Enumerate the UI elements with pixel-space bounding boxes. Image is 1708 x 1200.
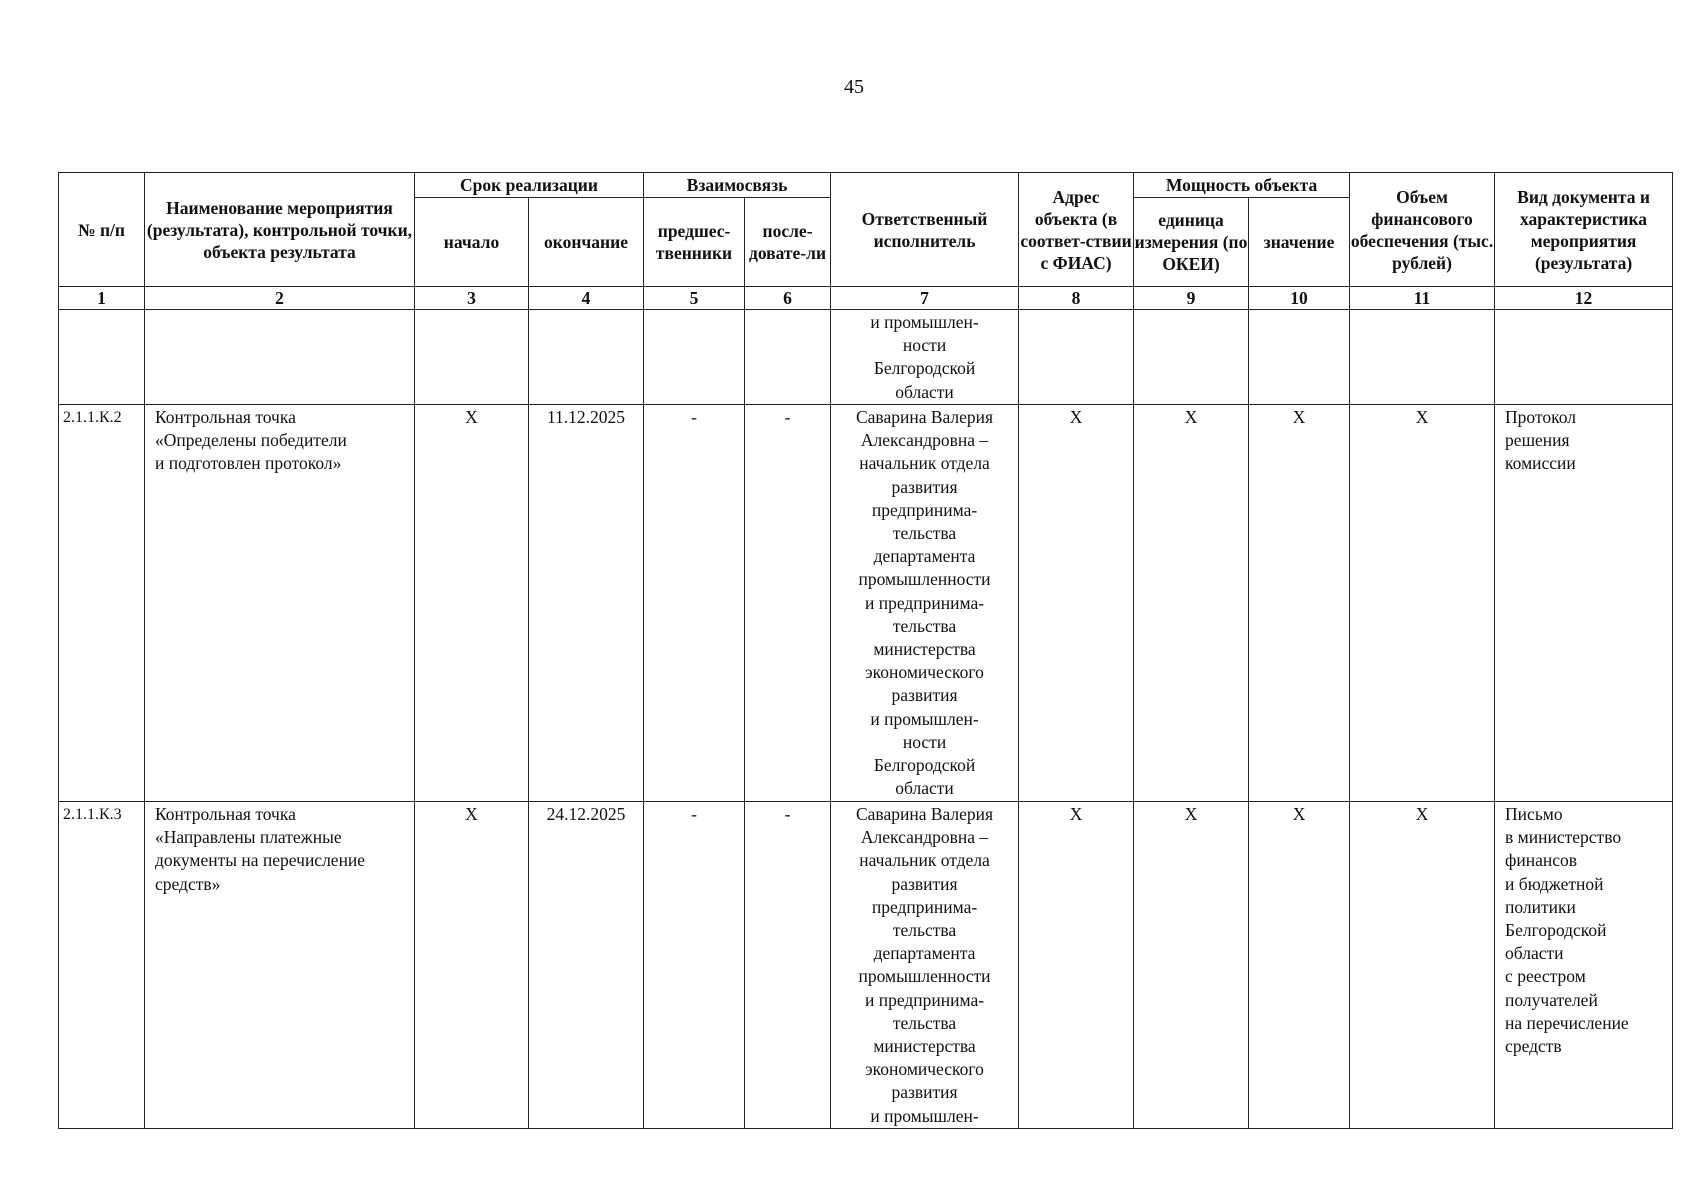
cell-doc-type xyxy=(1495,802,1673,1129)
text-line: тельства xyxy=(892,920,957,941)
text-line: экономического xyxy=(865,662,984,683)
text-line: Белгородской xyxy=(873,358,976,379)
cell-value: X xyxy=(1249,802,1350,1129)
table-row-continuation xyxy=(59,310,1673,405)
header-period-group: Срок реализации xyxy=(415,173,644,198)
text-line: департамента xyxy=(873,546,976,567)
cell-unit: X xyxy=(1134,405,1249,802)
cell-responsible xyxy=(831,310,1019,405)
cell-name xyxy=(145,802,415,1129)
cell-empty xyxy=(1249,310,1350,405)
cell-address: X xyxy=(1019,802,1134,1129)
header-name: Наименование мероприятия (результата), контрольной точки, объекта результата xyxy=(145,173,415,287)
cell-empty xyxy=(59,310,145,405)
cell-empty xyxy=(1019,310,1134,405)
text-line: «Определены победители xyxy=(155,430,347,451)
cell-address: X xyxy=(1019,405,1134,802)
text-line: средств» xyxy=(155,873,221,894)
text-line: и промышлен- xyxy=(870,708,979,729)
text-line: и промышлен- xyxy=(870,312,979,332)
header-responsible: Ответственный исполнитель xyxy=(831,173,1019,287)
cell-name xyxy=(145,405,415,802)
cell-responsible xyxy=(831,405,1019,802)
header-address: Адрес объекта (в соответ-ствии с ФИАС) xyxy=(1019,173,1134,287)
text-line: экономического xyxy=(865,1059,984,1080)
cell-responsible xyxy=(831,802,1019,1129)
text-line: финансов xyxy=(1505,850,1578,871)
text-line: министерства xyxy=(873,1036,976,1057)
text-line: Саварина Валерия xyxy=(855,407,994,427)
text-line: «Направлены платежные xyxy=(155,827,342,848)
text-line: начальник отдела xyxy=(859,850,990,871)
schedule-table xyxy=(58,172,1673,1129)
header-doc-type: Вид документа и характеристика мероприятия (результата) xyxy=(1495,173,1673,287)
text-line: развития xyxy=(891,685,958,706)
text-line: Белгородской xyxy=(873,755,976,776)
text-line: средств xyxy=(1505,1036,1562,1057)
text-line: с реестром xyxy=(1505,966,1586,987)
cell-empty xyxy=(644,310,745,405)
text-line: области xyxy=(895,778,954,799)
column-number: 12 xyxy=(1495,287,1673,310)
cell-doc-type xyxy=(1495,405,1673,802)
header-finance: Объем финансового обеспечения (тыс. рублей) xyxy=(1350,173,1495,287)
text-line: на перечисление xyxy=(1505,1012,1629,1033)
text-line: Контрольная точка xyxy=(155,804,296,824)
text-line: развития xyxy=(891,1082,958,1103)
column-number: 11 xyxy=(1350,287,1495,310)
cell-empty xyxy=(1495,310,1673,405)
column-number: 1 xyxy=(59,287,145,310)
cell-empty xyxy=(145,310,415,405)
table-row xyxy=(59,802,1673,1129)
cell-empty xyxy=(1350,310,1495,405)
text-line: получателей xyxy=(1505,989,1598,1010)
column-number: 7 xyxy=(831,287,1019,310)
column-number: 2 xyxy=(145,287,415,310)
cell-finance: X xyxy=(1350,802,1495,1129)
text-line: развития xyxy=(891,476,958,497)
cell-successors: - xyxy=(745,405,831,802)
column-number: 5 xyxy=(644,287,745,310)
table-row xyxy=(59,405,1673,802)
header-successors: после-довате-ли xyxy=(745,198,831,287)
text-line: развития xyxy=(891,873,958,894)
text-line: Александровна – xyxy=(860,430,989,451)
cell-predecessors: - xyxy=(644,802,745,1129)
text-line: и подготовлен протокол» xyxy=(155,453,342,474)
cell-end: 11.12.2025 xyxy=(529,405,644,802)
text-line: промышленности xyxy=(858,966,991,987)
column-number: 3 xyxy=(415,287,529,310)
header-num: № п/п xyxy=(59,173,145,287)
cell-start: X xyxy=(415,802,529,1129)
cell-start: X xyxy=(415,405,529,802)
text-line: области xyxy=(895,381,954,402)
cell-end: 24.12.2025 xyxy=(529,802,644,1129)
text-line: тельства xyxy=(892,615,957,636)
cell-empty xyxy=(1134,310,1249,405)
text-line: предпринима- xyxy=(871,896,978,917)
header-unit: единица измерения (по ОКЕИ) xyxy=(1134,198,1249,287)
column-number: 9 xyxy=(1134,287,1249,310)
text-line: Белгородской xyxy=(1505,920,1607,941)
text-line: политики xyxy=(1505,896,1576,917)
schedule-table-wrapper xyxy=(58,172,1672,1129)
text-line: министерства xyxy=(873,639,976,660)
text-line: тельства xyxy=(892,523,957,544)
cell-code: 2.1.1.К.2 xyxy=(59,405,145,802)
text-line: комиссии xyxy=(1505,453,1576,474)
header-end: окончание xyxy=(529,198,644,287)
cell-empty xyxy=(529,310,644,405)
text-line: ности xyxy=(902,335,947,356)
cell-successors: - xyxy=(745,802,831,1129)
cell-empty xyxy=(415,310,529,405)
header-capacity-group: Мощность объекта xyxy=(1134,173,1350,198)
header-row-top xyxy=(59,173,1673,198)
cell-predecessors: - xyxy=(644,405,745,802)
text-line: решения xyxy=(1505,430,1570,451)
text-line: Александровна – xyxy=(860,827,989,848)
text-line: и предпринима- xyxy=(865,592,985,613)
column-number-row xyxy=(59,287,1673,310)
text-line: и предпринима- xyxy=(865,989,985,1010)
cell-unit: X xyxy=(1134,802,1249,1129)
text-line: тельства xyxy=(892,1012,957,1033)
header-value: значение xyxy=(1249,198,1350,287)
header-start: начало xyxy=(415,198,529,287)
text-line: предпринима- xyxy=(871,499,978,520)
text-line: начальник отдела xyxy=(859,453,990,474)
text-line: Письмо xyxy=(1505,804,1563,824)
text-line: Контрольная точка xyxy=(155,407,296,427)
text-line: ности xyxy=(902,731,947,752)
cell-code: 2.1.1.К.3 xyxy=(59,802,145,1129)
text-line: департамента xyxy=(873,943,976,964)
text-line: Саварина Валерия xyxy=(855,804,994,824)
cell-value: X xyxy=(1249,405,1350,802)
text-line: и бюджетной xyxy=(1505,873,1604,894)
cell-finance: X xyxy=(1350,405,1495,802)
text-line: документы на перечисление xyxy=(155,850,366,871)
header-predecessors: предшес-твенники xyxy=(644,198,745,287)
text-line: промышленности xyxy=(858,569,991,590)
column-number: 4 xyxy=(529,287,644,310)
column-number: 10 xyxy=(1249,287,1350,310)
text-line: в министерство xyxy=(1505,827,1622,848)
text-line: и промышлен- xyxy=(870,1105,979,1126)
text-line: Протокол xyxy=(1505,407,1576,427)
page-number: 45 xyxy=(844,76,864,98)
text-line: области xyxy=(1505,943,1564,964)
header-link-group: Взаимосвязь xyxy=(644,173,831,198)
cell-empty xyxy=(745,310,831,405)
column-number: 6 xyxy=(745,287,831,310)
column-number: 8 xyxy=(1019,287,1134,310)
